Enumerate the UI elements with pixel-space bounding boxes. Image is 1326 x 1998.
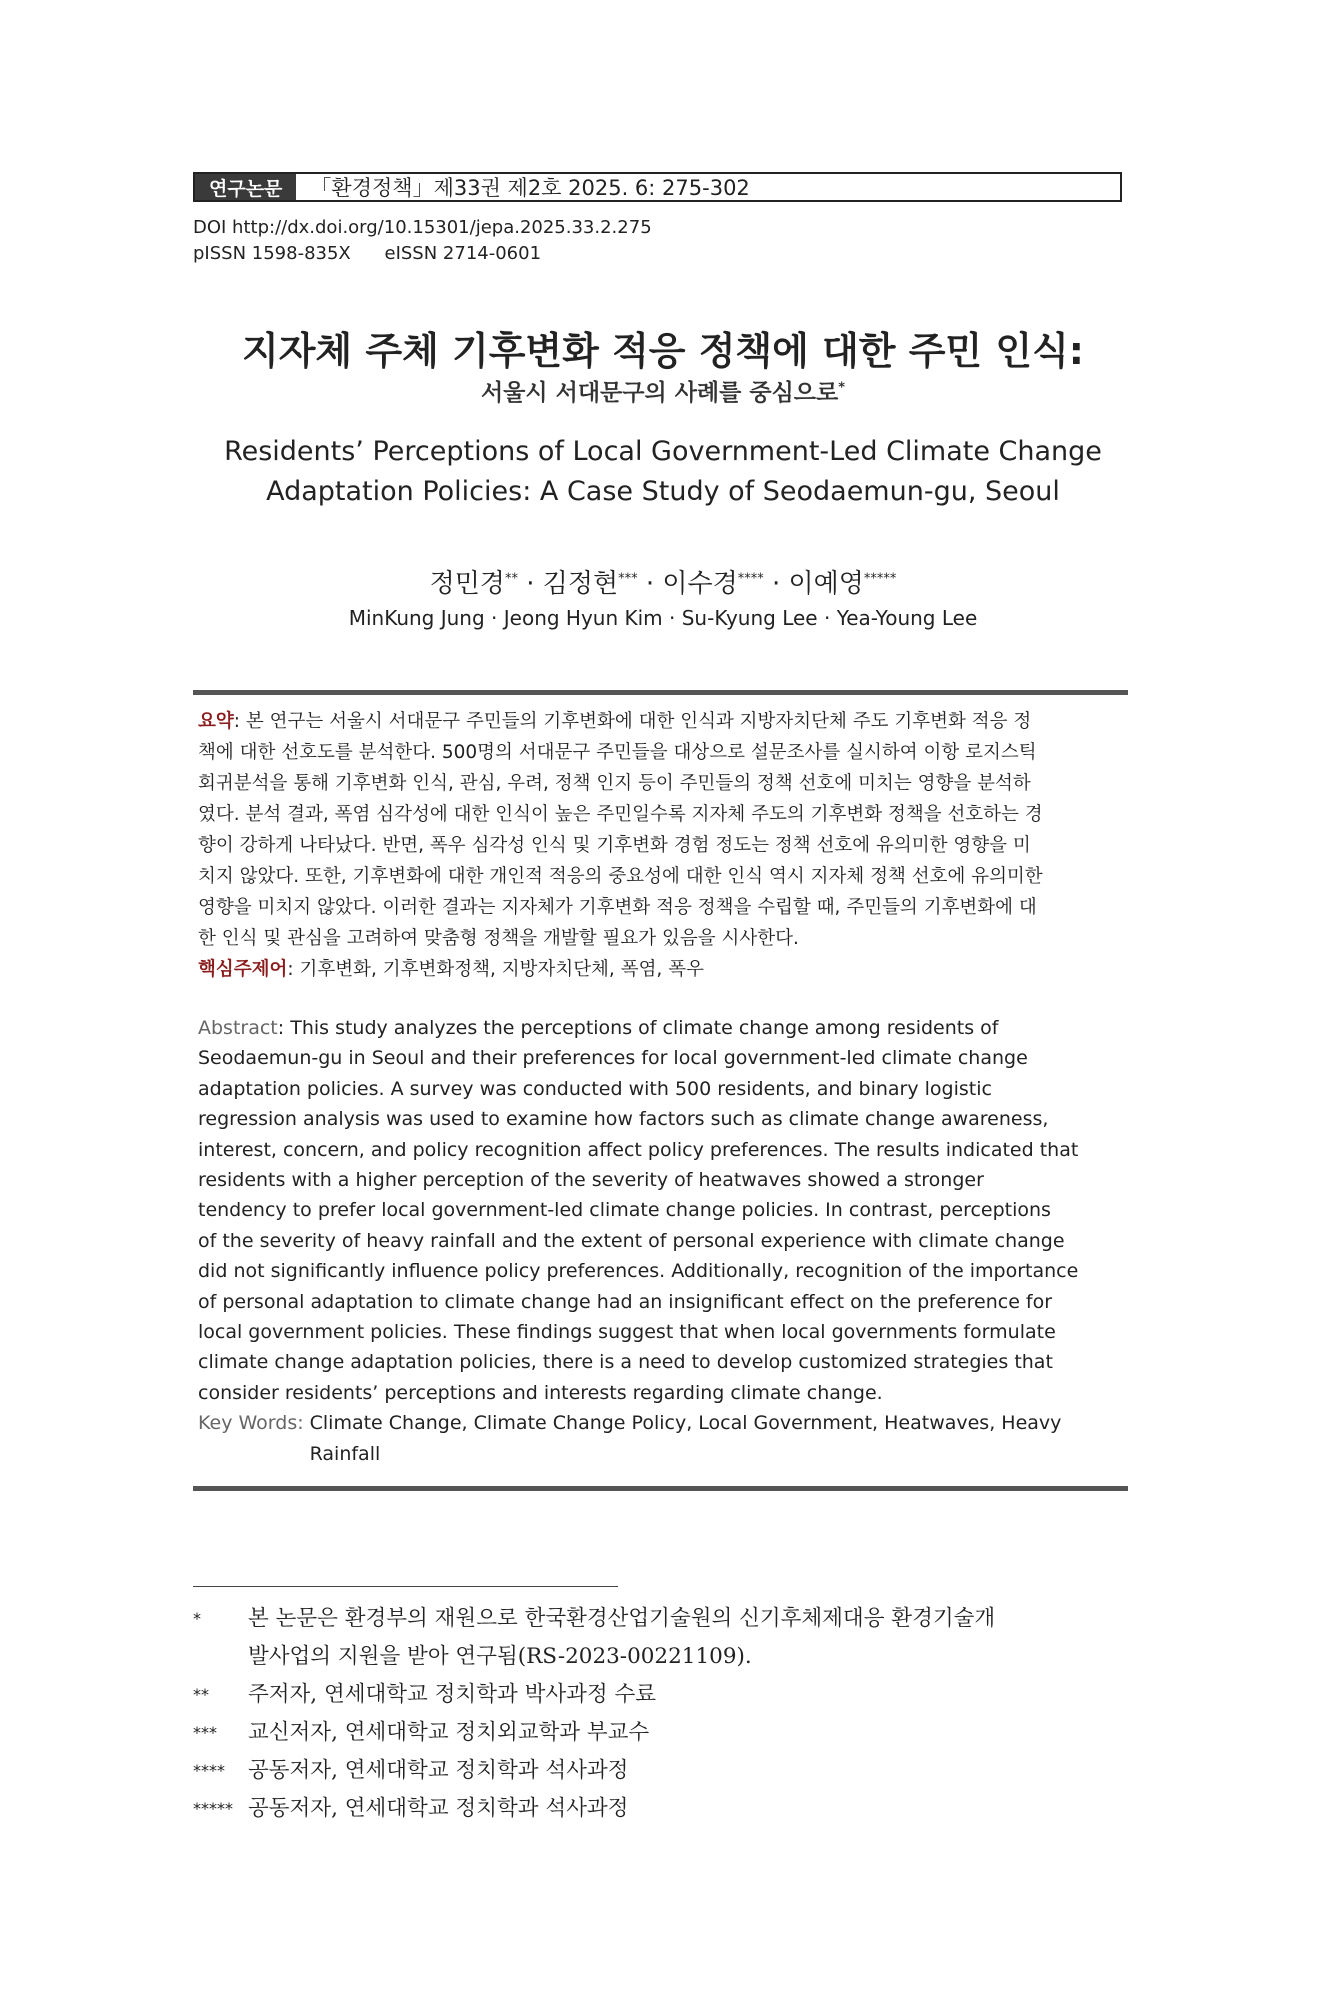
author-separator: · bbox=[637, 569, 663, 599]
author-mark: ***** bbox=[863, 571, 897, 587]
abstract-ko-line: 요약: 본 연구는 서울시 서대문구 주민들의 기후변화에 대한 인식과 지방자치단체 주도 기후변화 적응 정 bbox=[198, 711, 1032, 732]
footnote-text: 주저자, 연세대학교 정치학과 박사과정 수료 bbox=[248, 1682, 657, 1707]
abstract-bottom-rule bbox=[193, 1486, 1128, 1491]
title-korean: 지자체 주체 기후변화 적응 정책에 대한 주민 인식: bbox=[242, 329, 1084, 373]
abstract-en-line: interest, concern, and policy recognition affect policy preferences. The results indicated that bbox=[198, 1138, 1079, 1161]
abstract-en-line: adaptation policies. A survey was conducted with 500 residents, and binary logistic bbox=[198, 1077, 992, 1100]
footnote bbox=[193, 1752, 1133, 1790]
footnote bbox=[193, 1600, 1133, 1676]
abstract-en-line: climate change adaptation policies, there is a need to develop customized strategies that bbox=[198, 1351, 1053, 1374]
abstract-en-line: consider residents’ perceptions and interests regarding climate change. bbox=[198, 1381, 883, 1404]
keywords-en-label: Key Words: bbox=[198, 1412, 304, 1435]
footnote-text: 본 논문은 환경부의 재원으로 한국환경산업기술원의 신기후체제대응 환경기술개 bbox=[248, 1606, 996, 1631]
author-mark: ** bbox=[504, 571, 518, 587]
journal-citation: 「환경정책」제33권 제2호 2025. 6: 275-302 bbox=[310, 176, 750, 200]
author-separator: · bbox=[517, 569, 543, 599]
abstract-top-rule bbox=[193, 690, 1128, 695]
abstract-ko-line: 향이 강하게 나타났다. 반면, 폭우 심각성 인식 및 기후변화 경험 정도는 정책 선호에 유의미한 영향을 미 bbox=[198, 835, 1031, 856]
footnote bbox=[193, 1714, 1133, 1752]
abstract-en-line: did not significantly influence policy preferences. Additionally, recognition of the importance bbox=[198, 1260, 1079, 1283]
footnote-text: 교신저자, 연세대학교 정치외교학과 부교수 bbox=[248, 1720, 650, 1745]
footnote bbox=[193, 1676, 1133, 1714]
footnote-mark: * bbox=[193, 1609, 201, 1628]
keywords-en-text: Climate Change, Climate Change Policy, Local Government, Heatwaves, Heavy Rainfall bbox=[309, 1412, 1062, 1465]
abstract-en-line: regression analysis was used to examine how factors such as climate change awareness, bbox=[198, 1108, 1049, 1131]
doi-line: DOI http://dx.doi.org/10.15301/jepa.2025.33.2.275 bbox=[193, 217, 652, 238]
subtitle-text: 서울시 서대문구의 사례를 중심으로 bbox=[480, 380, 839, 406]
footnotes bbox=[193, 1600, 1133, 1828]
footnote-mark: **** bbox=[193, 1761, 225, 1780]
footnote-mark: ***** bbox=[193, 1799, 233, 1818]
abstract-en-line: of personal adaptation to climate change had an insignificant effect on the preference for bbox=[198, 1290, 1053, 1313]
abstract-ko-line: 책에 대한 선호도를 분석한다. 500명의 서대문구 주민들을 대상으로 설문조사를 실시하여 이항 로지스틱 bbox=[198, 742, 1037, 763]
abstract-korean bbox=[198, 706, 1124, 985]
keywords-english bbox=[198, 1408, 1124, 1469]
article-type-tag: 연구논문 bbox=[195, 174, 296, 200]
pissn: pISSN 1598-835X bbox=[193, 243, 351, 264]
authors-korean bbox=[0, 563, 1326, 600]
abstract-en-line: of the severity of heavy rainfall and the extent of personal experience with climate change bbox=[198, 1229, 1065, 1252]
abstract-ko-line: 한 인식 및 관심을 고려하여 맞춤형 정책을 개발할 필요가 있음을 시사한다. bbox=[198, 928, 799, 949]
eissn: eISSN 2714-0601 bbox=[384, 243, 542, 264]
title-english bbox=[0, 432, 1326, 512]
abstract-en-line: Seodaemun-gu in Seoul and their preferences for local government-led climate change bbox=[198, 1047, 1028, 1070]
footnote-mark: *** bbox=[193, 1723, 217, 1742]
author-name: 정민경 bbox=[429, 569, 505, 599]
footnote bbox=[193, 1790, 1133, 1828]
footnote-mark: ** bbox=[193, 1685, 209, 1704]
abstract-ko-line: 회귀분석을 통해 기후변화 인식, 관심, 우려, 정책 인지 등이 주민들의 정책 선호에 미치는 영향을 분석하 bbox=[198, 773, 1031, 794]
keywords-korean: 핵심주제어: 기후변화, 기후변화정책, 지방자치단체, 폭염, 폭우 bbox=[198, 959, 704, 980]
author-mark: *** bbox=[618, 571, 638, 587]
abstract-en-line: residents with a higher perception of the severity of heatwaves showed a stronger bbox=[198, 1169, 984, 1192]
author-name: 이예영 bbox=[788, 569, 864, 599]
abstract-en-line: local government policies. These findings suggest that when local governments formulate bbox=[198, 1321, 1056, 1344]
abstract-en-line: Abstract: This study analyzes the perceptions of climate change among residents of bbox=[198, 1017, 999, 1039]
summary-label: 요약 bbox=[198, 711, 234, 732]
footnote-rule bbox=[193, 1586, 618, 1587]
abstract-label: Abstract bbox=[198, 1017, 278, 1039]
abstract-en-line: tendency to prefer local government-led climate change policies. In contrast, perceptions bbox=[198, 1199, 1051, 1222]
footnote-text: 공동저자, 연세대학교 정치학과 석사과정 bbox=[248, 1796, 629, 1821]
footnote-text: 발사업의 지원을 받아 연구됨(RS-2023-00221109). bbox=[248, 1644, 752, 1669]
abstract-english bbox=[198, 1013, 1124, 1469]
author-name: 김정현 bbox=[542, 569, 619, 599]
title-english-line: Residents’ Perceptions of Local Government-Led Climate Change bbox=[224, 436, 1102, 467]
issn-line bbox=[193, 243, 569, 264]
abstract-ko-line: 치지 않았다. 또한, 기후변화에 대한 개인적 적응의 중요성에 대한 인식 역시 지자체 정책 선호에 유의미한 bbox=[198, 866, 1043, 887]
subtitle-footnote-mark: * bbox=[838, 380, 846, 396]
author-name: 이수경 bbox=[662, 569, 738, 599]
journal-header bbox=[193, 172, 1122, 202]
abstract-ko-line: 였다. 분석 결과, 폭염 심각성에 대한 인식이 높은 주민일수록 지자체 주도의 기후변화 정책을 선호하는 경 bbox=[198, 804, 1043, 825]
footnote-text: 공동저자, 연세대학교 정치학과 석사과정 bbox=[248, 1758, 629, 1783]
author-separator: · bbox=[763, 569, 789, 599]
author-mark: **** bbox=[737, 571, 764, 587]
authors-english: MinKung Jung · Jeong Hyun Kim · Su-Kyung Lee · Yea-Young Lee bbox=[348, 606, 978, 630]
keywords-ko-label: 핵심주제어 bbox=[198, 959, 288, 980]
title-english-line: Adaptation Policies: A Case Study of Seodaemun-gu, Seoul bbox=[266, 476, 1060, 507]
abstract-ko-line: 영향을 미치지 않았다. 이러한 결과는 지자체가 기후변화 적응 정책을 수립할 때, 주민들의 기후변화에 대 bbox=[198, 897, 1037, 918]
subtitle-korean bbox=[0, 374, 1326, 407]
